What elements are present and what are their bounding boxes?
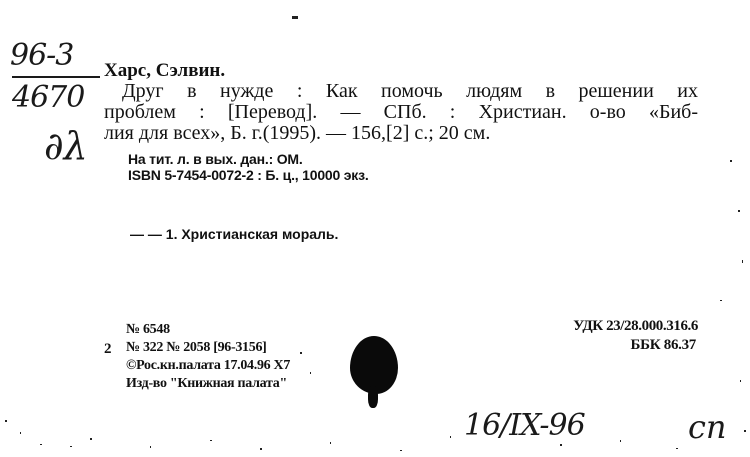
registry-line-1: № 6548 bbox=[126, 322, 170, 337]
bbk-code: ББК 86.37 bbox=[630, 337, 696, 353]
publisher-line: Изд-во "Книжная палата" bbox=[126, 376, 287, 391]
handwritten-shelf-number: 96-3 bbox=[10, 38, 74, 73]
registry-line-2: № 322 № 2058 [96-3156] bbox=[126, 340, 267, 355]
title-line-2: проблем : [Перевод]. — СПб. : Христиан. о-во «Биб- bbox=[104, 101, 698, 123]
copyright-line: ©Рос.кн.палата 17.04.96 Х7 bbox=[126, 358, 291, 373]
handwritten-mark: ∂λ bbox=[44, 124, 88, 168]
title-line-1: Друг в нужде : Как помочь людям в решении их bbox=[122, 80, 698, 102]
ink-blot-tail bbox=[368, 386, 378, 408]
handwritten-inventory-number: 4670 bbox=[12, 80, 85, 115]
handwritten-initials: сп bbox=[688, 408, 727, 446]
title-page-note: На тит. л. в вых. дан.: ОМ. bbox=[128, 151, 303, 167]
handwritten-underline bbox=[12, 76, 100, 78]
udk-code: УДК 23/28.000.316.6 bbox=[573, 318, 698, 334]
subject-heading: — — 1. Христианская мораль. bbox=[130, 226, 339, 242]
handwritten-date: 16/IX-96 bbox=[464, 408, 585, 443]
author-heading: Харс, Сэлвин. bbox=[104, 60, 226, 81]
isbn-line: ISBN 5-7454-0072-2 : Б. ц., 10000 экз. bbox=[128, 167, 369, 183]
title-line-3: лия для всех», Б. г.(1995). — 156,[2] с.; 20 см. bbox=[104, 122, 491, 144]
registry-prefix: 2 bbox=[104, 341, 112, 357]
